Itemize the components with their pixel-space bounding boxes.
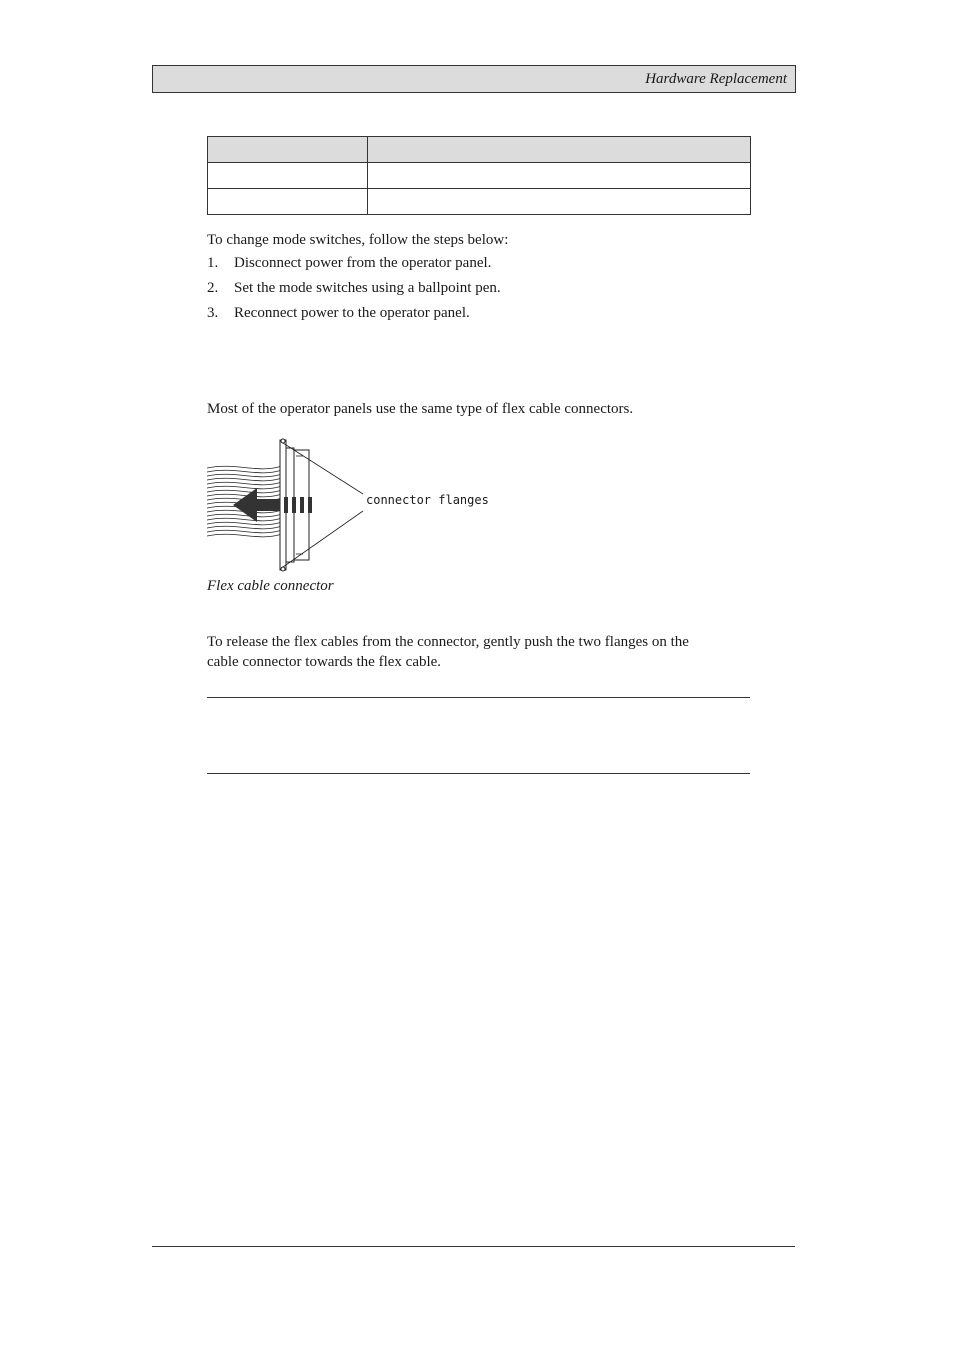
step-text: Disconnect power from the operator panel. bbox=[234, 255, 492, 271]
figure-caption: Flex cable connector bbox=[207, 578, 334, 594]
step-number: 1. bbox=[207, 255, 219, 271]
release-text-line-2: cable connector towards the flex cable. bbox=[207, 654, 442, 670]
steps-intro: To change mode switches, follow the steps below: bbox=[207, 232, 509, 248]
flex-cable-figure bbox=[207, 436, 487, 576]
step-text: Set the mode switches using a ballpoint pen. bbox=[234, 280, 501, 296]
page-header bbox=[152, 65, 796, 93]
flex-intro: Most of the operator panels use the same type of flex cable connectors. bbox=[207, 401, 634, 417]
table-row bbox=[208, 189, 751, 215]
table-row bbox=[208, 163, 751, 189]
connector-flanges-label: connector flanges bbox=[366, 493, 489, 507]
release-text-line-1: To release the flex cables from the connector, gently push the two flanges on the bbox=[207, 634, 689, 650]
footer-rule bbox=[152, 1246, 795, 1247]
note-rule-top bbox=[207, 697, 750, 698]
header-title: Hardware Replacement bbox=[645, 71, 787, 87]
step-text: Reconnect power to the operator panel. bbox=[234, 305, 470, 321]
table-header-row bbox=[208, 137, 751, 163]
step-number: 2. bbox=[207, 280, 219, 296]
note-rule-bottom bbox=[207, 773, 750, 774]
mode-table bbox=[207, 136, 751, 215]
step-number: 3. bbox=[207, 305, 219, 321]
